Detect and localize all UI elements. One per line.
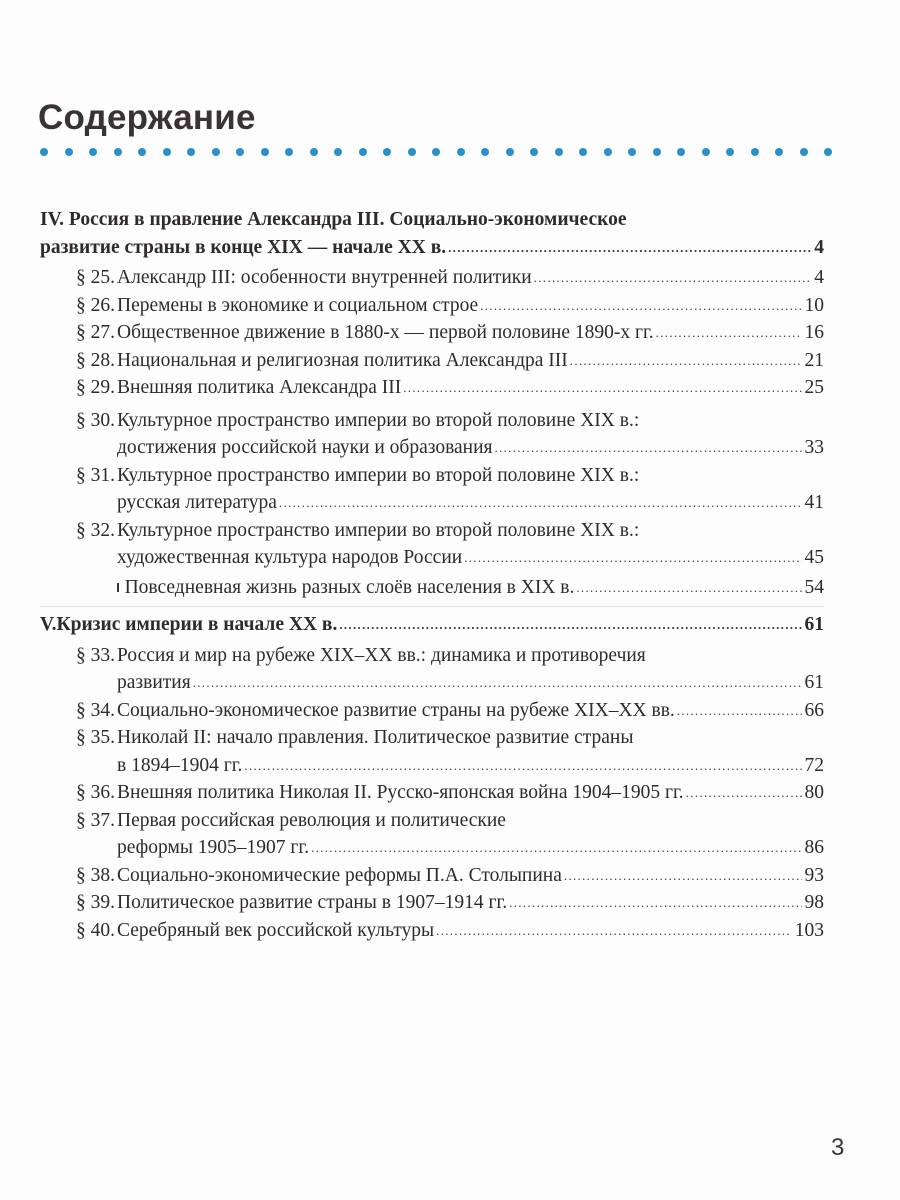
dot-icon	[383, 148, 391, 156]
dot-leader	[311, 834, 801, 862]
dot-leader	[570, 347, 802, 375]
page-ref: 98	[804, 892, 824, 913]
paragraph-number: § 35.	[76, 727, 115, 748]
toc-item-34[interactable]	[40, 697, 824, 725]
dot-icon	[40, 148, 48, 156]
dot-icon	[530, 148, 538, 156]
paragraph-number: § 28.	[76, 349, 115, 371]
dot-leader	[677, 697, 802, 725]
page-ref: 54	[804, 576, 824, 598]
dot-leader	[448, 234, 811, 262]
toc-item-27[interactable]	[40, 319, 824, 347]
dot-icon	[677, 148, 685, 156]
toc-item-29[interactable]	[40, 374, 824, 402]
page-ref: 93	[804, 864, 824, 886]
page-ref: 41	[804, 492, 824, 513]
paragraph-number: § 25.	[76, 267, 115, 288]
item-title: Первая российская революция и политические	[117, 809, 506, 831]
item-title: Общественное движение в 1880-х — первой половине 1890-х гг.	[117, 322, 654, 343]
section-title-line1: IV. Россия в правление Александра III. Социально-экономическое	[40, 209, 627, 230]
paragraph-number: § 33.	[76, 644, 115, 666]
paragraph-number: § 37.	[76, 809, 115, 831]
item-title: Внешняя политика Николая II. Русско-японская война 1904–1905 гг.	[117, 782, 684, 803]
paragraph-number: § 31.	[76, 464, 115, 486]
toc-section-iv[interactable]	[40, 206, 824, 264]
item-title-cont: художественная культура народов России	[117, 547, 463, 568]
item-title: Социально-экономические реформы П.А. Столыпина	[117, 864, 562, 886]
item-title: Социально-экономическое развитие страны на рубеже XIX–XX вв.	[117, 699, 675, 721]
dot-leader	[686, 779, 802, 807]
dot-icon	[481, 148, 489, 156]
item-title-cont: реформы 1905–1907 гг.	[117, 837, 310, 858]
page-ref: 80	[804, 782, 824, 803]
paragraph-number: § 39.	[76, 892, 115, 913]
dot-icon	[163, 148, 171, 156]
item-title: Россия и мир на рубеже XIX–XX вв.: динамика и противоречия	[117, 644, 646, 666]
page-ref: 4	[814, 236, 824, 258]
dot-icon	[775, 148, 783, 156]
page-ref: 45	[804, 547, 824, 568]
dot-leader	[279, 489, 802, 517]
page-ref: 103	[794, 919, 824, 941]
item-title: Политическое развитие страны в 1907–1914 гг.	[117, 892, 508, 913]
dot-icon	[65, 148, 73, 156]
toc-item-30[interactable]	[40, 402, 824, 462]
dot-leader	[464, 544, 801, 572]
dot-icon	[751, 148, 759, 156]
page-ref: 86	[804, 837, 824, 858]
dot-leader	[339, 611, 801, 639]
dot-leader	[244, 752, 801, 780]
toc-item-25[interactable]	[40, 264, 824, 292]
toc-item-37[interactable]	[40, 807, 824, 862]
toc-item-32[interactable]	[40, 517, 824, 572]
page-ref: 33	[804, 437, 824, 458]
dot-icon	[236, 148, 244, 156]
toc-item-28[interactable]	[40, 347, 824, 375]
item-title: Серебряный век российской культуры	[117, 919, 435, 941]
table-of-contents	[40, 206, 824, 944]
toc-item-39[interactable]	[40, 889, 824, 917]
dot-leader	[495, 434, 802, 462]
page-ref: 72	[804, 754, 824, 776]
dot-leader	[656, 319, 802, 347]
item-title: Внешняя политика Александра III	[117, 377, 402, 398]
page-ref: 10	[804, 294, 824, 316]
page-ref: 61	[804, 672, 824, 693]
item-title-cont: русская литература	[117, 492, 277, 513]
dot-icon	[408, 148, 416, 156]
dot-icon	[310, 148, 318, 156]
paragraph-number: § 34.	[76, 699, 115, 721]
section-roman-number: V.	[40, 614, 57, 635]
dot-icon	[457, 148, 465, 156]
dot-leader	[576, 574, 801, 602]
paragraph-number: § 32.	[76, 519, 115, 541]
toc-item-26[interactable]	[40, 292, 824, 320]
paragraph-number: § 38.	[76, 864, 115, 886]
paragraph-number: § 26.	[76, 294, 115, 316]
section-title: Кризис империи в начале XX в.	[56, 614, 338, 635]
dot-icon	[285, 148, 293, 156]
dot-leader	[193, 669, 802, 697]
dot-icon	[800, 148, 808, 156]
page-ref: 66	[804, 699, 824, 721]
item-title: Повседневная жизнь разных слоёв населения в XIX в.	[124, 576, 575, 598]
item-title: Культурное пространство империи во второй половине XIX в.:	[117, 464, 640, 486]
dot-icon	[359, 148, 367, 156]
paragraph-number: § 29.	[76, 377, 115, 398]
paragraph-number: § 30.	[76, 409, 115, 431]
dot-icon	[114, 148, 122, 156]
dot-leader	[534, 264, 812, 292]
toc-section-v[interactable]	[40, 606, 824, 642]
page-number: 3	[831, 1134, 845, 1161]
toc-item-everyday-life[interactable]	[40, 572, 824, 602]
dot-leader	[403, 374, 801, 402]
section-title-line2: развитие страны в конце XIX — начале XX в.	[40, 236, 447, 258]
item-title-cont: развития	[117, 672, 191, 693]
dot-leader	[480, 292, 801, 320]
page-ref: 61	[804, 614, 824, 635]
dot-icon	[726, 148, 734, 156]
dot-icon	[334, 148, 342, 156]
dot-icon	[138, 148, 146, 156]
paragraph-number: § 36.	[76, 782, 115, 803]
square-bullet-icon	[117, 583, 119, 592]
item-title: Культурное пространство империи во второй половине XIX в.:	[117, 519, 640, 541]
dot-icon	[604, 148, 612, 156]
page-ref: 16	[804, 322, 824, 343]
dot-icon	[555, 148, 563, 156]
toc-item-35[interactable]	[40, 724, 824, 779]
item-title: Перемены в экономике и социальном строе	[117, 294, 479, 316]
item-title: Национальная и религиозная политика Александра III	[117, 349, 568, 371]
dot-icon	[506, 148, 514, 156]
toc-item-40[interactable]	[40, 917, 824, 945]
toc-item-33[interactable]	[40, 642, 824, 697]
dot-icon	[824, 148, 832, 156]
dot-leader	[436, 917, 792, 945]
dot-icon	[579, 148, 587, 156]
dot-icon	[212, 148, 220, 156]
paragraph-number: § 27.	[76, 322, 115, 343]
paragraph-number: § 40.	[76, 919, 115, 941]
page-title: Содержание	[38, 98, 256, 137]
dot-icon	[187, 148, 195, 156]
dot-icon	[89, 148, 97, 156]
dot-leader	[509, 889, 801, 917]
toc-item-31[interactable]	[40, 462, 824, 517]
dot-icon	[432, 148, 440, 156]
item-title: Николай II: начало правления. Политическое развитие страны	[117, 727, 634, 748]
toc-item-38[interactable]	[40, 862, 824, 890]
toc-item-36[interactable]	[40, 779, 824, 807]
item-title-cont: в 1894–1904 гг.	[117, 754, 243, 776]
item-title: Александр III: особенности внутренней политики	[117, 267, 532, 288]
dot-icon	[653, 148, 661, 156]
dot-icon	[261, 148, 269, 156]
decorative-dots-divider	[40, 148, 840, 158]
page-ref: 21	[804, 349, 824, 371]
dot-leader	[564, 862, 802, 890]
dot-icon	[702, 148, 710, 156]
dot-icon	[628, 148, 636, 156]
item-title-cont: достижения российской науки и образования	[117, 437, 493, 458]
page-ref: 4	[814, 267, 824, 288]
item-title: Культурное пространство империи во второй половине XIX в.:	[117, 409, 640, 431]
page-ref: 25	[804, 377, 824, 398]
